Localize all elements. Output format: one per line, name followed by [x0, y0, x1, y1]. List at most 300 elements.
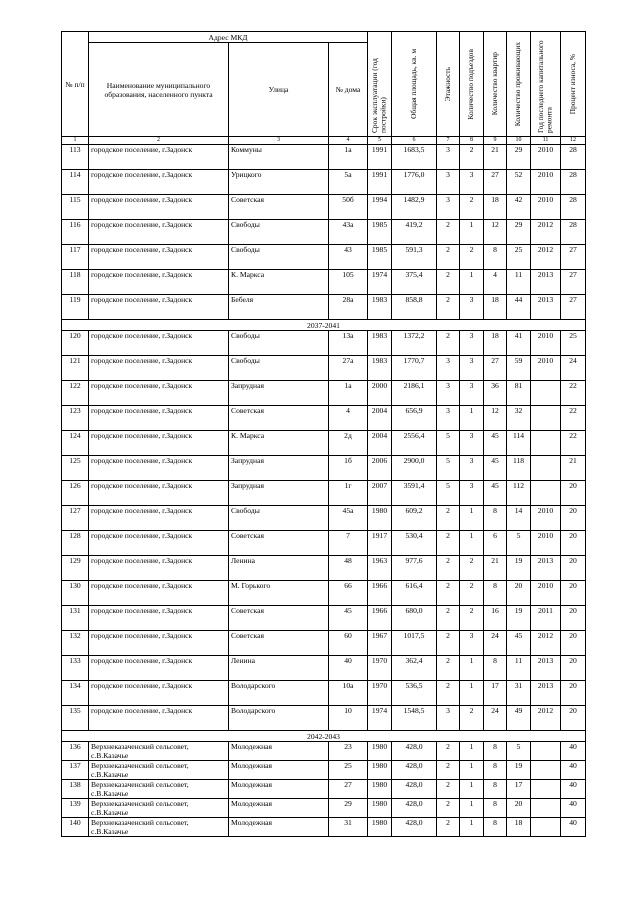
row-area: 609,2: [392, 506, 437, 531]
row-flats: 24: [484, 706, 507, 731]
row-municipality: городское поселение, г.Задонск: [89, 145, 229, 170]
row-year: 1983: [368, 295, 392, 320]
table-row: [62, 220, 586, 245]
row-number: 124: [62, 431, 89, 456]
row-wear: 22: [561, 381, 586, 406]
row-house: 1г: [329, 481, 368, 506]
row-municipality: городское поселение, г.Задонск: [89, 356, 229, 381]
row-entrances: 1: [460, 681, 484, 706]
table-row: [62, 631, 586, 656]
row-street: Свободы: [229, 220, 329, 245]
row-number: 118: [62, 270, 89, 295]
table-row: [62, 295, 586, 320]
row-floors: 2: [437, 799, 460, 818]
row-number: 121: [62, 356, 89, 381]
row-last-repair: [531, 799, 561, 818]
row-floors: 2: [437, 780, 460, 799]
row-wear: 24: [561, 356, 586, 381]
row-residents: 41: [507, 331, 531, 356]
row-area: 428,0: [392, 780, 437, 799]
row-house: 4: [329, 406, 368, 431]
row-wear: 20: [561, 606, 586, 631]
row-house: 50б: [329, 195, 368, 220]
row-residents: 42: [507, 195, 531, 220]
row-year: 1991: [368, 170, 392, 195]
row-street: Коммуны: [229, 145, 329, 170]
table-row: [62, 456, 586, 481]
row-residents: 29: [507, 145, 531, 170]
row-area: 1683,5: [392, 145, 437, 170]
row-last-repair: 2012: [531, 631, 561, 656]
row-last-repair: [531, 742, 561, 761]
table-row: [62, 531, 586, 556]
table-row: [62, 556, 586, 581]
row-house: 25: [329, 761, 368, 780]
row-area: 1372,2: [392, 331, 437, 356]
row-municipality: городское поселение, г.Задонск: [89, 220, 229, 245]
row-wear: 20: [561, 481, 586, 506]
header-municipality: Наименование муниципального образования, населенного пункта: [89, 43, 229, 137]
row-year: 1970: [368, 681, 392, 706]
row-floors: 2: [437, 506, 460, 531]
header-row-top: [62, 32, 586, 43]
row-flats: 18: [484, 195, 507, 220]
row-number: 138: [62, 780, 89, 799]
row-street: Володарского: [229, 681, 329, 706]
row-wear: 20: [561, 706, 586, 731]
header-area: Общая площадь, кв. м: [392, 32, 437, 137]
row-street: Запрудная: [229, 381, 329, 406]
row-year: 1974: [368, 706, 392, 731]
row-year: 1980: [368, 506, 392, 531]
row-residents: 11: [507, 656, 531, 681]
column-index: 10: [507, 137, 531, 145]
row-entrances: 2: [460, 706, 484, 731]
header-flats: Количество квартир: [484, 32, 507, 137]
row-number: 139: [62, 799, 89, 818]
row-area: 428,0: [392, 799, 437, 818]
row-wear: 20: [561, 656, 586, 681]
row-house: 27а: [329, 356, 368, 381]
column-index: 9: [484, 137, 507, 145]
header-address: Адрес МКД: [89, 32, 368, 43]
row-number: 130: [62, 581, 89, 606]
row-last-repair: 2013: [531, 656, 561, 681]
row-last-repair: [531, 431, 561, 456]
row-flats: 45: [484, 456, 507, 481]
row-year: 1985: [368, 245, 392, 270]
row-floors: 2: [437, 331, 460, 356]
row-municipality: Верхнеказаченский сельсовет, с.В.Казачье: [89, 799, 229, 818]
row-street: Ленина: [229, 556, 329, 581]
row-year: 1967: [368, 631, 392, 656]
table-row: [62, 145, 586, 170]
table-row: [62, 431, 586, 456]
row-area: 1482,9: [392, 195, 437, 220]
header-house: № дома: [329, 43, 368, 137]
row-residents: 118: [507, 456, 531, 481]
row-year: 1966: [368, 606, 392, 631]
table-row: [62, 818, 586, 837]
row-last-repair: 2010: [531, 145, 561, 170]
table-row: [62, 799, 586, 818]
row-residents: 14: [507, 506, 531, 531]
row-area: 428,0: [392, 742, 437, 761]
row-last-repair: 2010: [531, 506, 561, 531]
column-index: 7: [437, 137, 460, 145]
row-floors: 2: [437, 270, 460, 295]
row-flats: 8: [484, 506, 507, 531]
column-index: 2: [89, 137, 229, 145]
row-number: 123: [62, 406, 89, 431]
row-last-repair: 2012: [531, 245, 561, 270]
column-index: 3: [229, 137, 329, 145]
row-street: Молодежная: [229, 818, 329, 837]
row-municipality: городское поселение, г.Задонск: [89, 506, 229, 531]
row-floors: 5: [437, 431, 460, 456]
row-floors: 5: [437, 481, 460, 506]
row-floors: 2: [437, 295, 460, 320]
row-municipality: городское поселение, г.Задонск: [89, 631, 229, 656]
row-residents: 59: [507, 356, 531, 381]
table-row: [62, 356, 586, 381]
row-floors: 3: [437, 170, 460, 195]
row-wear: 40: [561, 799, 586, 818]
row-year: 1991: [368, 145, 392, 170]
row-municipality: городское поселение, г.Задонск: [89, 531, 229, 556]
row-house: 7: [329, 531, 368, 556]
row-area: 362,4: [392, 656, 437, 681]
row-year: 1963: [368, 556, 392, 581]
row-year: 1983: [368, 331, 392, 356]
row-number: 119: [62, 295, 89, 320]
row-last-repair: 2013: [531, 681, 561, 706]
row-last-repair: 2013: [531, 270, 561, 295]
row-street: Володарского: [229, 706, 329, 731]
row-year: 2004: [368, 431, 392, 456]
row-last-repair: 2012: [531, 706, 561, 731]
table-row: [62, 506, 586, 531]
header-wear: Процент износа, %: [561, 32, 586, 137]
row-street: М. Горького: [229, 581, 329, 606]
row-residents: 52: [507, 170, 531, 195]
row-entrances: 3: [460, 331, 484, 356]
row-wear: 20: [561, 581, 586, 606]
row-floors: 3: [437, 145, 460, 170]
row-flats: 8: [484, 245, 507, 270]
row-flats: 12: [484, 406, 507, 431]
row-entrances: 1: [460, 270, 484, 295]
row-flats: 21: [484, 556, 507, 581]
row-entrances: 2: [460, 195, 484, 220]
row-municipality: городское поселение, г.Задонск: [89, 431, 229, 456]
row-area: 1548,5: [392, 706, 437, 731]
row-floors: 3: [437, 195, 460, 220]
table-row: [62, 581, 586, 606]
column-index: 4: [329, 137, 368, 145]
row-number: 132: [62, 631, 89, 656]
row-municipality: городское поселение, г.Задонск: [89, 195, 229, 220]
column-index: 1: [62, 137, 89, 145]
table-row: [62, 170, 586, 195]
row-street: Советская: [229, 606, 329, 631]
header-num: № п/п: [62, 32, 89, 137]
row-entrances: 3: [460, 431, 484, 456]
row-last-repair: [531, 381, 561, 406]
row-wear: 22: [561, 431, 586, 456]
column-index: 11: [531, 137, 561, 145]
row-last-repair: [531, 456, 561, 481]
row-wear: 28: [561, 170, 586, 195]
row-area: 1776,0: [392, 170, 437, 195]
row-last-repair: [531, 761, 561, 780]
row-wear: 40: [561, 742, 586, 761]
row-number: 131: [62, 606, 89, 631]
row-street: Свободы: [229, 356, 329, 381]
row-entrances: 1: [460, 799, 484, 818]
row-wear: 20: [561, 506, 586, 531]
row-entrances: 3: [460, 170, 484, 195]
row-house: 60: [329, 631, 368, 656]
row-entrances: 1: [460, 531, 484, 556]
row-floors: 2: [437, 581, 460, 606]
row-year: 1980: [368, 818, 392, 837]
row-wear: 40: [561, 761, 586, 780]
row-residents: 32: [507, 406, 531, 431]
row-residents: 81: [507, 381, 531, 406]
row-entrances: 2: [460, 145, 484, 170]
row-area: 2556,4: [392, 431, 437, 456]
row-street: Свободы: [229, 506, 329, 531]
row-street: Молодежная: [229, 742, 329, 761]
row-number: 125: [62, 456, 89, 481]
row-last-repair: [531, 780, 561, 799]
row-last-repair: 2013: [531, 295, 561, 320]
row-house: 1б: [329, 456, 368, 481]
row-flats: 8: [484, 742, 507, 761]
table-row: [62, 481, 586, 506]
row-wear: 40: [561, 780, 586, 799]
row-flats: 17: [484, 681, 507, 706]
row-house: 43а: [329, 220, 368, 245]
row-house: 66: [329, 581, 368, 606]
row-residents: 5: [507, 531, 531, 556]
document-page: [61, 31, 585, 837]
row-last-repair: 2010: [531, 195, 561, 220]
row-area: 2900,0: [392, 456, 437, 481]
row-flats: 24: [484, 631, 507, 656]
row-municipality: городское поселение, г.Задонск: [89, 456, 229, 481]
row-residents: 29: [507, 220, 531, 245]
row-last-repair: 2012: [531, 220, 561, 245]
row-wear: 20: [561, 556, 586, 581]
row-entrances: 1: [460, 742, 484, 761]
row-floors: 2: [437, 742, 460, 761]
row-residents: 25: [507, 245, 531, 270]
table-row: [62, 681, 586, 706]
table-row: [62, 245, 586, 270]
column-index: 5: [368, 137, 392, 145]
row-house: 45: [329, 606, 368, 631]
period-row: [62, 320, 586, 331]
row-street: Советская: [229, 631, 329, 656]
row-house: 31: [329, 818, 368, 837]
row-number: 117: [62, 245, 89, 270]
row-last-repair: 2013: [531, 556, 561, 581]
row-year: 1980: [368, 742, 392, 761]
table-row: [62, 331, 586, 356]
row-flats: 8: [484, 761, 507, 780]
row-flats: 4: [484, 270, 507, 295]
row-year: 1974: [368, 270, 392, 295]
row-flats: 45: [484, 431, 507, 456]
row-entrances: 2: [460, 556, 484, 581]
row-number: 126: [62, 481, 89, 506]
row-street: К. Маркса: [229, 270, 329, 295]
row-entrances: 1: [460, 818, 484, 837]
table-row: [62, 406, 586, 431]
row-street: Запрудная: [229, 456, 329, 481]
row-residents: 20: [507, 581, 531, 606]
row-municipality: Верхнеказаченский сельсовет, с.В.Казачье: [89, 780, 229, 799]
row-municipality: городское поселение, г.Задонск: [89, 481, 229, 506]
row-residents: 31: [507, 681, 531, 706]
row-house: 29: [329, 799, 368, 818]
row-flats: 18: [484, 331, 507, 356]
header-last-repair: Год последнего капитального ремонта: [531, 32, 561, 137]
row-flats: 8: [484, 656, 507, 681]
row-residents: 114: [507, 431, 531, 456]
row-floors: 2: [437, 606, 460, 631]
row-entrances: 1: [460, 780, 484, 799]
row-street: Свободы: [229, 331, 329, 356]
row-year: 2007: [368, 481, 392, 506]
row-street: Урицкого: [229, 170, 329, 195]
row-floors: 5: [437, 456, 460, 481]
row-entrances: 1: [460, 761, 484, 780]
row-residents: 44: [507, 295, 531, 320]
row-floors: 2: [437, 531, 460, 556]
row-street: Советская: [229, 406, 329, 431]
row-municipality: городское поселение, г.Задонск: [89, 170, 229, 195]
housing-table: [61, 31, 586, 837]
table-row: [62, 780, 586, 799]
row-wear: 28: [561, 145, 586, 170]
row-house: 10а: [329, 681, 368, 706]
row-flats: 6: [484, 531, 507, 556]
row-floors: 2: [437, 556, 460, 581]
row-area: 616,4: [392, 581, 437, 606]
row-wear: 28: [561, 195, 586, 220]
row-year: 1970: [368, 656, 392, 681]
row-house: 43: [329, 245, 368, 270]
row-floors: 2: [437, 631, 460, 656]
row-year: 1917: [368, 531, 392, 556]
column-index: 6: [392, 137, 437, 145]
row-street: Молодежная: [229, 799, 329, 818]
row-floors: 3: [437, 406, 460, 431]
row-street: Запрудная: [229, 481, 329, 506]
row-year: 1980: [368, 780, 392, 799]
row-municipality: городское поселение, г.Задонск: [89, 331, 229, 356]
row-year: 2004: [368, 406, 392, 431]
column-index-row: [62, 137, 586, 145]
row-area: 1770,7: [392, 356, 437, 381]
row-year: 1983: [368, 356, 392, 381]
row-house: 40: [329, 656, 368, 681]
table-row: [62, 270, 586, 295]
period-label: 2042-2043: [62, 731, 586, 742]
row-year: 2000: [368, 381, 392, 406]
row-wear: 40: [561, 818, 586, 837]
row-residents: 20: [507, 799, 531, 818]
row-municipality: городское поселение, г.Задонск: [89, 706, 229, 731]
row-residents: 17: [507, 780, 531, 799]
row-area: 2186,1: [392, 381, 437, 406]
row-municipality: городское поселение, г.Задонск: [89, 270, 229, 295]
row-entrances: 1: [460, 656, 484, 681]
row-municipality: городское поселение, г.Задонск: [89, 381, 229, 406]
row-year: 1980: [368, 761, 392, 780]
row-entrances: 3: [460, 481, 484, 506]
row-house: 10: [329, 706, 368, 731]
row-entrances: 3: [460, 381, 484, 406]
row-house: 45а: [329, 506, 368, 531]
row-house: 105: [329, 270, 368, 295]
row-street: Бебеля: [229, 295, 329, 320]
row-last-repair: 2010: [531, 531, 561, 556]
row-number: 115: [62, 195, 89, 220]
row-street: Советская: [229, 531, 329, 556]
column-index: 8: [460, 137, 484, 145]
row-flats: 8: [484, 581, 507, 606]
row-number: 113: [62, 145, 89, 170]
table-row: [62, 742, 586, 761]
row-wear: 20: [561, 531, 586, 556]
row-floors: 2: [437, 818, 460, 837]
row-area: 428,0: [392, 818, 437, 837]
row-last-repair: 2010: [531, 331, 561, 356]
row-entrances: 2: [460, 606, 484, 631]
row-municipality: Верхнеказаченский сельсовет, с.В.Казачье: [89, 761, 229, 780]
column-index: 12: [561, 137, 586, 145]
row-area: 375,4: [392, 270, 437, 295]
row-year: 1980: [368, 799, 392, 818]
row-year: 1985: [368, 220, 392, 245]
row-area: 591,3: [392, 245, 437, 270]
row-house: 2д: [329, 431, 368, 456]
row-area: 419,2: [392, 220, 437, 245]
row-number: 128: [62, 531, 89, 556]
row-house: 27: [329, 780, 368, 799]
period-row: [62, 731, 586, 742]
row-last-repair: 2011: [531, 606, 561, 631]
row-residents: 19: [507, 556, 531, 581]
row-street: Свободы: [229, 245, 329, 270]
header-entrances: Количество подъездов: [460, 32, 484, 137]
row-house: 1а: [329, 381, 368, 406]
row-number: 116: [62, 220, 89, 245]
row-municipality: городское поселение, г.Задонск: [89, 406, 229, 431]
row-number: 140: [62, 818, 89, 837]
row-street: Советская: [229, 195, 329, 220]
row-floors: 2: [437, 245, 460, 270]
row-number: 136: [62, 742, 89, 761]
row-residents: 5: [507, 742, 531, 761]
row-wear: 22: [561, 406, 586, 431]
row-flats: 27: [484, 170, 507, 195]
row-flats: 8: [484, 780, 507, 799]
